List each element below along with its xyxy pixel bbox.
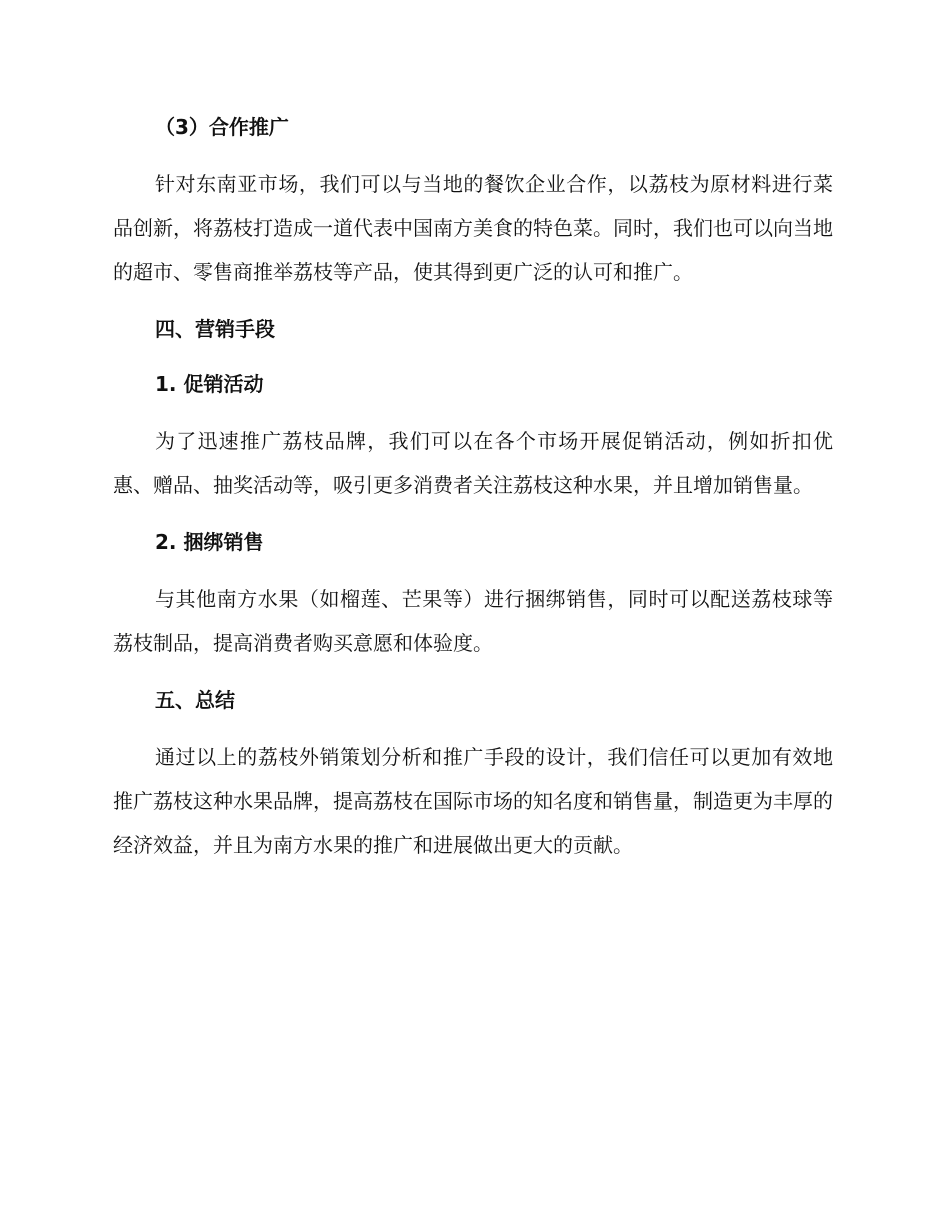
section-heading-summary: 五、总结 (155, 688, 235, 712)
section-heading-marketing: 四、营销手段 (155, 317, 275, 341)
subsection-heading-promotion: 1. 促销活动 (155, 372, 264, 396)
paragraph-summary: 通过以上的荔枝外销策划分析和推广手段的设计，我们信任可以更加有效地推广荔枝这种水果品牌，提高荔枝在国际市场的知名度和销售量，制造更为丰厚的经济效益，并且为南方水果的推广和进展做出更大的贡献。 (113, 745, 833, 857)
section-heading-cooperation: （3）合作推广 (155, 115, 289, 139)
paragraph-promotion: 为了迅速推广荔枝品牌，我们可以在各个市场开展促销活动，例如折扣优惠、赠品、抽奖活动等，吸引更多消费者关注荔枝这种水果，并且增加销售量。 (113, 429, 833, 497)
document-page (113, 108, 833, 867)
subsection-heading-bundle: 2. 捆绑销售 (155, 530, 264, 554)
paragraph-bundle: 与其他南方水果（如榴莲、芒果等）进行捆绑销售，同时可以配送荔枝球等荔枝制品，提高消费者购买意愿和体验度。 (113, 587, 833, 655)
paragraph-cooperation: 针对东南亚市场，我们可以与当地的餐饮企业合作，以荔枝为原材料进行菜品创新，将荔枝打造成一道代表中国南方美食的特色菜。同时，我们也可以向当地的超市、零售商推举荔枝等产品，使其得到更广泛的认可和推广。 (113, 172, 833, 284)
